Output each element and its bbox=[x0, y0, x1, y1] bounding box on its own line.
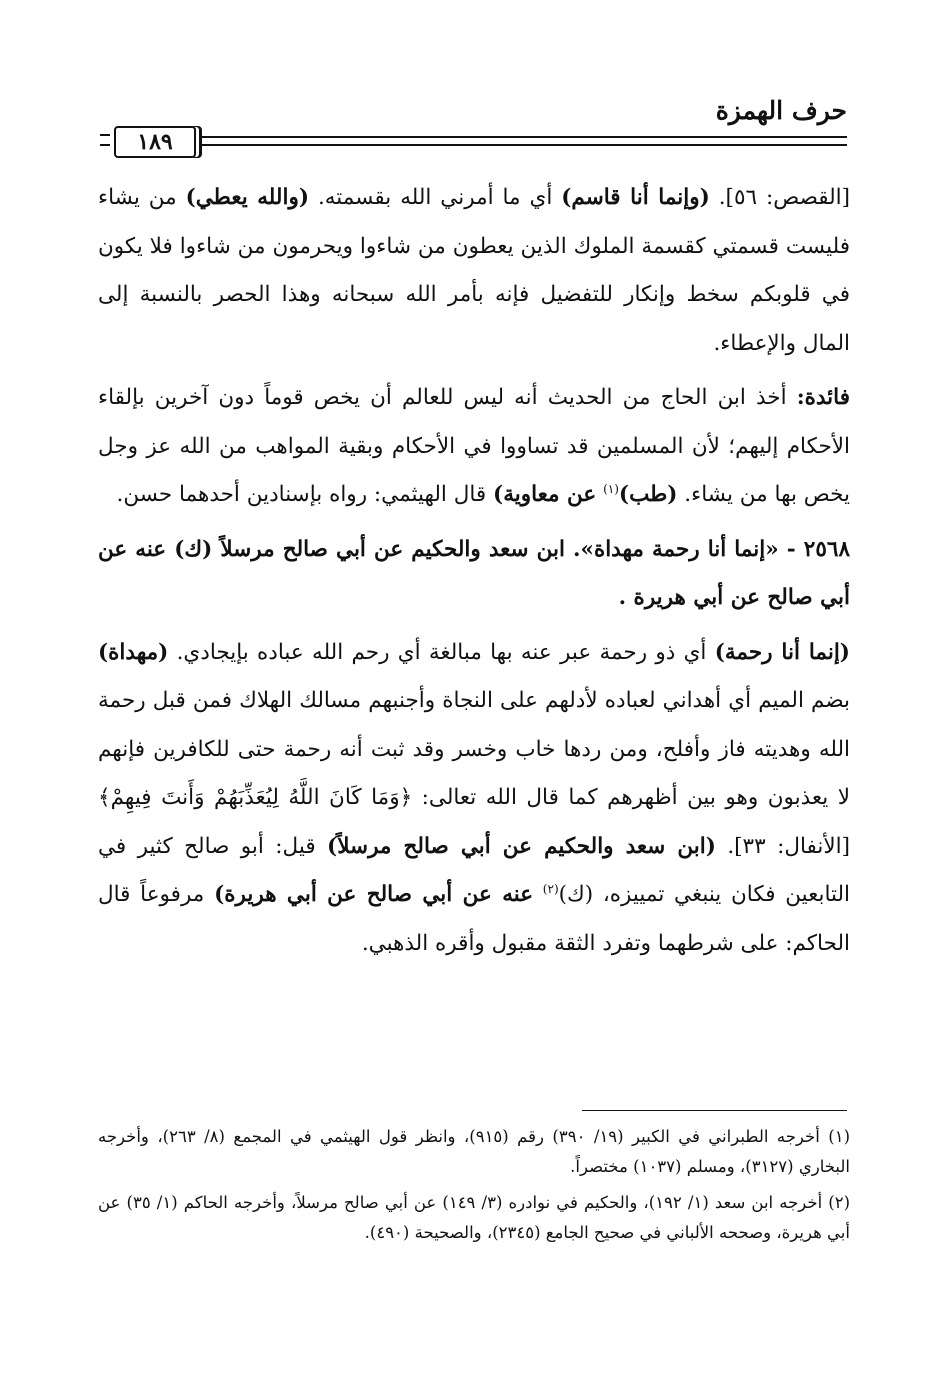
bold-span: (إنما أنا رحمة) bbox=[714, 639, 850, 665]
quran-verse: ﴿وَمَا كَانَ اللَّهُ لِيُعَذِّبَهُمْ وَأَنتَ فِيهِمْ﴾ bbox=[98, 785, 413, 810]
bold-span: ٢٥٦٨ - «إنما أنا رحمة مهداة». ابن سعد والحكيم عن أبي صالح مرسلاً (ك) عنه عن أبي صالح عن أبي هريرة . bbox=[98, 536, 850, 610]
text-span: أي ما أمرني الله بقسمته. bbox=[309, 185, 562, 210]
text-span: أي ذو رحمة عبر عنه بها مبالغة أي رحم الله عباده بإيجادي. bbox=[168, 639, 715, 665]
running-head: حرف الهمزة bbox=[715, 96, 847, 125]
rule-end-mark bbox=[100, 134, 110, 146]
text-span: من يشاء فليست قسمتي كقسمة الملوك الذين يعطون من شاءوا ويحرمون من شاءوا فلا يكون في قلوبكم سخط وإنكار للتفضيل فإنه بأمر الله سبحانه وهذا الحصر بالنسبة إلى المال والإعطاء. bbox=[98, 185, 850, 356]
footnote-ref[interactable]: (١) bbox=[603, 481, 619, 496]
text-span bbox=[533, 882, 543, 907]
bold-span: عن معاوية) bbox=[493, 482, 597, 507]
text-span: قال الهيثمي: رواه بإسنادين أحدهما حسن. bbox=[116, 482, 494, 507]
paragraph-1 bbox=[98, 174, 850, 368]
text-span: بضم الميم أي أهداني لعباده لأدلهم على النجاة وأجنبهم مسالك الهلاك فمن قبل رحمة الله وهديته فاز وأفلح، ومن ردها خاب وخسر وقد ثبت أنه رحمة حتى للكافرين فإنهم لا يعذبون وهو بين أظهرهم كما قال الله تعالى: bbox=[98, 688, 850, 810]
double-rule bbox=[200, 136, 847, 146]
text-span: مرفوعاً قال الحاكم: على شرطهما وتفرد الثقة مقبول وأقره الذهبي. bbox=[98, 882, 850, 956]
footnotes bbox=[98, 1122, 850, 1248]
paragraph-2 bbox=[98, 374, 850, 520]
page-number: ١٨٩ bbox=[114, 126, 196, 158]
footnote-2: (٢) أخرجه ابن سعد (١/ ١٩٢)، والحكيم في نوادره (٣/ ١٤٩) عن أبي صالح مرسلاً، وأخرجه الحاكم (١/ ٣٥) عن أبي هريرة، وصححه الألباني في صحيح الجامع (٢٣٤٥)، والصحيحة (٤٩٠). bbox=[98, 1193, 851, 1242]
text-span: [القصص: ٥٦]. bbox=[709, 185, 851, 210]
bold-span: (وإنما أنا قاسم) bbox=[561, 185, 710, 210]
header-rule bbox=[100, 126, 847, 160]
footnote-separator bbox=[582, 1110, 847, 1111]
text-span: قيل: أبو صالح كثير في التابعين فكان ينبغي تمييزه، (ك) bbox=[98, 833, 851, 907]
hadith-heading bbox=[98, 526, 850, 623]
main-text bbox=[98, 174, 850, 968]
footnote-1: (١) أخرجه الطبراني في الكبير (١٩/ ٣٩٠) رقم (٩١٥)، وانظر قول الهيثمي في المجمع (٨/ ٢٦٣)، وأخرجه البخاري (٣١٢٧)، ومسلم (١٠٣٧) مختصراً. bbox=[98, 1127, 850, 1176]
bold-span: (مهداة) bbox=[98, 639, 169, 665]
text-span: أخذ ابن الحاج من الحديث أنه ليس للعالم أن يخص قوماً دون آخرين بإلقاء الأحكام إليهم؛ لأن المسلمين قد تساووا في الأحكام وبقية المواهب من الله عز وجل يخص بها من يشاء. bbox=[98, 385, 850, 507]
paragraph-4 bbox=[98, 629, 850, 969]
bold-span: (ابن سعد والحكيم عن أبي صالح مرسلاً) bbox=[327, 833, 716, 859]
bold-span: عنه عن أبي صالح عن أبي هريرة) bbox=[214, 882, 534, 907]
bold-span: (والله يعطي) bbox=[185, 185, 309, 210]
footnote-ref[interactable]: (٢) bbox=[542, 881, 559, 896]
bold-span: فائدة: bbox=[796, 385, 850, 410]
text-span: [الأنفال: ٣٣]. bbox=[715, 833, 850, 859]
bold-span: (طب) bbox=[618, 482, 678, 507]
